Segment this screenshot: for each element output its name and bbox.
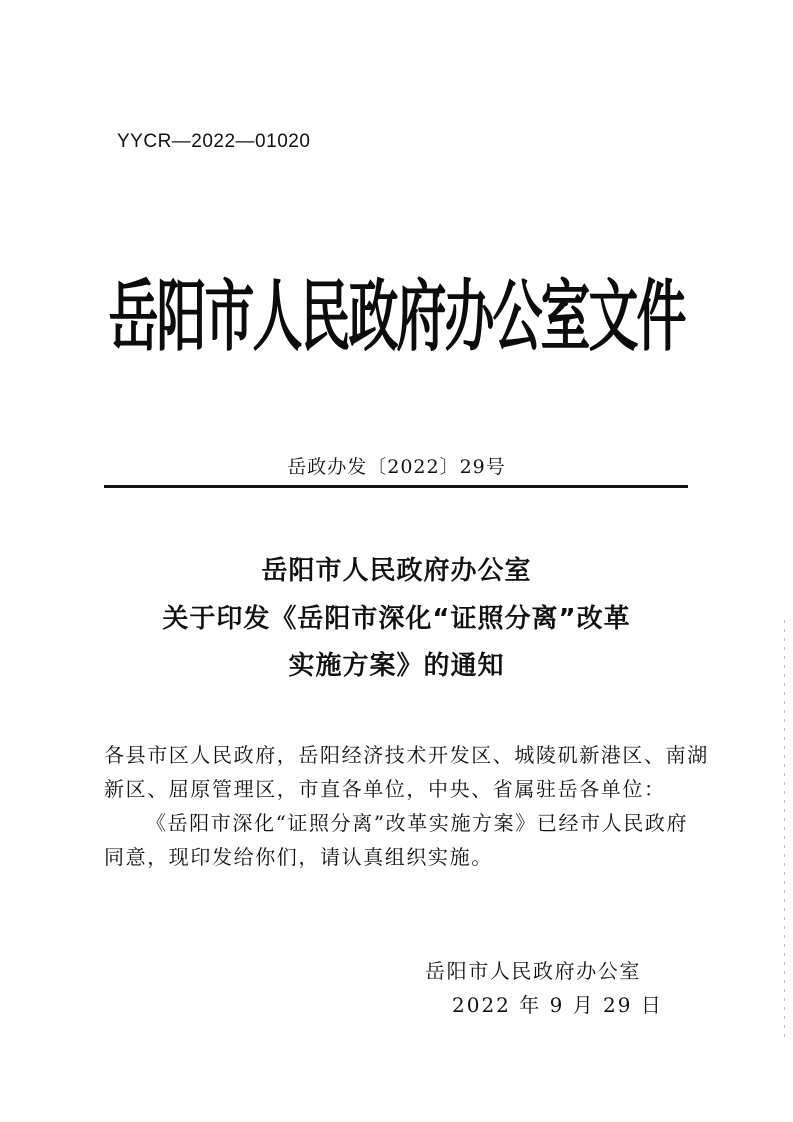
- body-line-2: 新区、屈原管理区，市直各单位，中央、省属驻岳各单位：: [104, 777, 666, 801]
- document-number: 岳政办发〔2022〕29号: [287, 456, 506, 478]
- body-line-1: 各县市区人民政府，岳阳经济技术开发区、城陵矶新港区、南湖: [104, 743, 709, 767]
- notice-title-line-2: 关于印发《岳阳市深化“证照分离”改革: [162, 604, 631, 634]
- body-line-3: 《岳阳市深化“证照分离”改革实施方案》已经市人民政府: [146, 811, 689, 835]
- notice-title-line-3: 实施方案》的通知: [288, 651, 505, 681]
- issuer-signature: 岳阳市人民政府办公室: [425, 959, 641, 983]
- issue-date: 2022 年 9 月 29 日: [452, 993, 663, 1017]
- scan-edge-mark: [784, 620, 785, 1040]
- notice-title-line-1: 岳阳市人民政府办公室: [261, 556, 532, 586]
- document-code: YYCR—2022—01020: [117, 131, 311, 152]
- masthead-title: 岳阳市人民政府办公室文件: [108, 271, 685, 362]
- masthead-divider: [104, 485, 688, 488]
- body-line-4: 同意，现印发给你们，请认真组织实施。: [104, 845, 493, 869]
